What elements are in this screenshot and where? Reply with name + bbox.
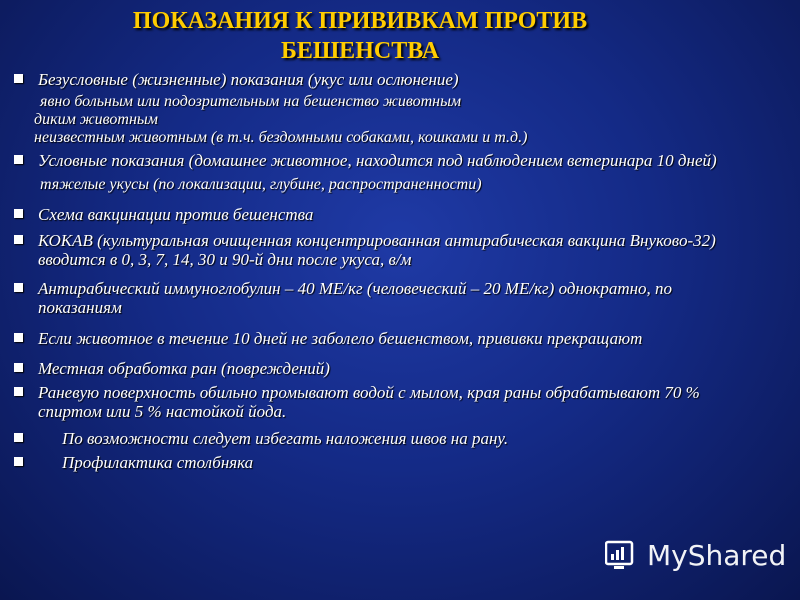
square-bullet-icon xyxy=(14,387,23,396)
square-bullet-icon xyxy=(14,235,23,244)
list-item-text-line-1: Раневую поверхность обильно промывают водой с мылом, края раны обрабатывают 70 % xyxy=(38,383,700,402)
list-item-immunoglobulin xyxy=(14,279,794,317)
list-item-stop-vaccination xyxy=(14,329,794,348)
slide-title-line-1: ПОКАЗАНИЯ К ПРИВИВКАМ ПРОТИВ xyxy=(132,8,588,34)
square-bullet-icon xyxy=(14,209,23,218)
list-item-text: Схема вакцинации против бешенства xyxy=(38,205,314,224)
sub-item-text: диким животным xyxy=(34,111,158,128)
list-item-unconditional xyxy=(14,70,794,89)
list-item-text-line-2: спиртом или 5 % настойкой йода. xyxy=(38,402,287,421)
list-item-wound-washing xyxy=(14,383,794,421)
slide-content xyxy=(14,70,794,472)
list-item-text: Местная обработка ран (повреждений) xyxy=(38,359,330,378)
slide-title xyxy=(60,6,660,66)
list-item-tetanus xyxy=(14,453,794,472)
list-item-kokav xyxy=(14,231,794,269)
sub-item-text: неизвестным животным (в т.ч. бездомными собаками, кошками и т.д.) xyxy=(34,129,528,146)
list-item-text-line-2: вводится в 0, 3, 7, 14, 30 и 90-й дни после укуса, в/м xyxy=(38,250,412,269)
slide-title-line-2: БЕШЕНСТВА xyxy=(280,38,440,64)
square-bullet-icon xyxy=(14,333,23,342)
list-item-wound-treatment xyxy=(14,359,794,378)
sub-item-text: явно больным или подозрительным на бешенство животным xyxy=(40,93,462,110)
square-bullet-icon xyxy=(14,74,23,83)
square-bullet-icon xyxy=(14,283,23,292)
list-item-text: Условные показания (домашнее животное, находится под наблюдением ветеринара 10 дней) xyxy=(38,151,717,170)
myshared-logo-text: MyShared xyxy=(647,538,787,572)
list-item-conditional xyxy=(14,151,794,170)
list-item-text: Профилактика столбняка xyxy=(62,453,254,472)
sub-item-wild-animal xyxy=(14,111,794,129)
sub-item-text: тяжелые укусы (по локализации, глубине, распространенности) xyxy=(40,176,482,193)
list-item-text-line-1: КОКАВ (культуральная очищенная концентрированная антирабическая вакцина Внуково-32) xyxy=(38,231,716,250)
sub-item-severe-bites xyxy=(14,176,794,194)
list-item-avoid-sutures xyxy=(14,429,794,448)
square-bullet-icon xyxy=(14,457,23,466)
square-bullet-icon xyxy=(14,433,23,442)
list-item-vaccination-scheme xyxy=(14,205,794,224)
sub-item-sick-animal xyxy=(14,93,794,111)
square-bullet-icon xyxy=(14,155,23,164)
square-bullet-icon xyxy=(14,363,23,372)
list-item-text-line-2: показаниям xyxy=(38,298,122,317)
sub-item-unknown-animal xyxy=(14,129,794,147)
list-item-text: Если животное в течение 10 дней не заболело бешенством, прививки прекращают xyxy=(38,329,643,348)
myshared-watermark xyxy=(605,535,786,575)
myshared-logo-icon xyxy=(605,538,639,572)
list-item-text: По возможности следует избегать наложения швов на рану. xyxy=(62,429,509,448)
list-item-text: Безусловные (жизненные) показания (укус или ослюнение) xyxy=(38,70,459,89)
list-item-text-line-1: Антирабический иммуноглобулин – 40 МЕ/кг (человеческий – 20 МЕ/кг) однократно, по xyxy=(38,279,673,298)
